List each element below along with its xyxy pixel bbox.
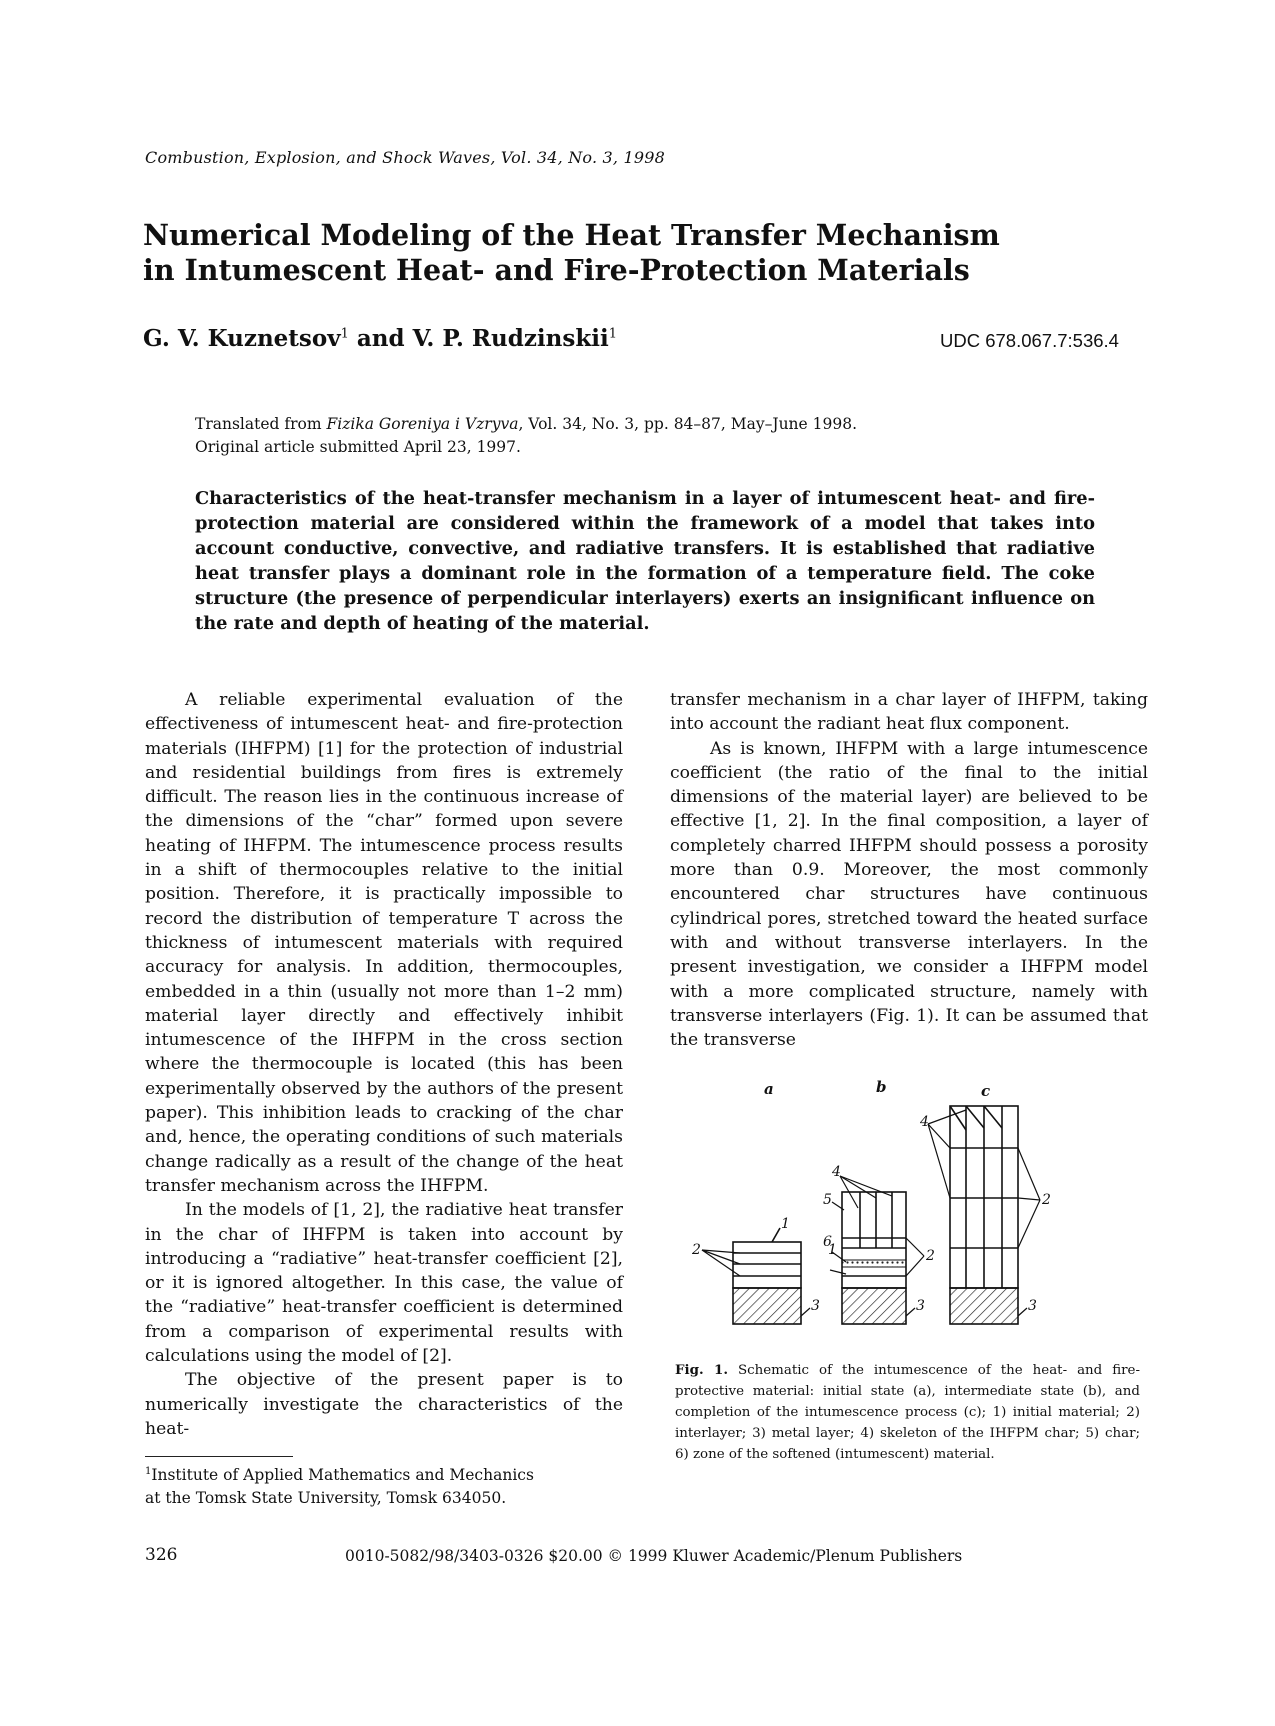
authors [143,325,617,352]
callout-3: 3 [1028,1298,1037,1314]
translation-source [195,413,857,436]
author-1: G. V. Kuznetsov [143,325,341,352]
callout-2: 2 [692,1242,701,1258]
callout-6: 6 [823,1234,832,1250]
source-journal: Fizika Goreniya i Vzryva [326,415,519,433]
figure-caption-label: Fig. 1. [675,1362,728,1378]
callout-5: 5 [823,1192,832,1208]
panel-label-b: b [876,1080,887,1096]
callout-4: 4 [832,1164,841,1180]
panel-a-diagram [702,1228,810,1324]
paragraph: transfer mechanism in a char layer of IHFPM, taking into account the radiant heat flux component. [670,690,1148,735]
callout-4: 4 [920,1114,929,1130]
author-1-affiliation-mark: 1 [340,326,349,342]
footnote-rule [145,1456,293,1457]
authors-conjunction: and [348,325,413,352]
footnote-line-1 [145,1460,625,1487]
callout-2: 2 [1042,1192,1051,1208]
paper-title-line-1: Numerical Modeling of the Heat Transfer Mechanism [143,218,1000,252]
body-column-left [145,688,623,1441]
footnote [145,1460,625,1510]
author-2-affiliation-mark: 1 [608,326,618,342]
author-2: V. P. Rudzinskii [412,325,609,352]
intumescence-schematic [680,1080,1120,1350]
callout-1: 1 [828,1242,837,1258]
journal-header: Combustion, Explosion, and Shock Waves, Vol. 34, No. 3, 1998 [145,148,666,167]
translation-prefix: Translated from [195,415,327,433]
paper-title-line-2: in Intumescent Heat- and Fire-Protection Materials [143,253,970,287]
figure-1 [680,1080,1120,1354]
abstract: Characteristics of the heat-transfer mechanism in a layer of intumescent heat- and fire-protection material are considered within the framework of a model that takes into account conductive, convective, and radiative transfers. It is established that radiative heat transfer plays a dominant role in the formation of a temperature field. The coke structure (the presence of perpendicular interlayers) exerts an insignificant influence on the rate and depth of heating of the material. [195,488,1095,634]
page-number: 326 [145,1545,178,1565]
body-column-right [670,688,1148,1052]
submission-date: Original article submitted April 23, 1997. [195,438,521,456]
figure-caption [675,1360,1140,1465]
panel-b-diagram [830,1176,924,1324]
panel-label-c: c [981,1082,991,1100]
callout-2: 2 [926,1248,935,1264]
callout-1: 1 [781,1216,790,1232]
translation-suffix: , Vol. 34, No. 3, pp. 84–87, May–June 1998. [518,415,858,433]
figure-caption-text: Schematic of the intumescence of the heat- and fire-protective material: initial state (a), intermediate state (b), and completion of the intumescence process (c); 1) initial material; 2) interlayer; 3) metal layer; 4) skeleton of the IHFPM char; 5) char; 6) zone of the softened (intumescent) material. [675,1363,1140,1462]
paragraph: A reliable experimental evaluation of the effectiveness of intumescent heat- and fire-protection materials (IHFPM) [1] for the protection of industrial and residential buildings from fires is extremely difficult. The reason lies in the continuous increase of the dimensions of the “char” formed upon severe heating of IHFPM. The intumescence process results in a shift of thermocouples relative to the initial position. Therefore, it is practically impossible to record the distribution of temperature T across the thickness of intumescent materials with required accuracy for analysis. In addition, thermocouples, embedded in a thin (usually not more than 1–2 mm) material layer directly and effectively inhibit intumescence of the IHFPM in the cross section where the thermocouple is located (this has been experimentally observed by the authors of the present paper). This inhibition leads to cracking of the char and, hence, the operating conditions of such materials change radically as a result of the change of the heat transfer mechanism across the IHFPM. [145,690,623,1196]
paper-title [143,218,1043,288]
paragraph: As is known, IHFPM with a large intumescence coefficient (the ratio of the final to the initial dimensions of the material layer) are believed to be effective [1, 2]. In the final composition, a layer of completely charred IHFPM should possess a porosity more than 0.9. Moreover, the most commonly encountered char structures have continuous cylindrical pores, stretched toward the heated surface with and without transverse interlayers. In the present investigation, we consider a IHFPM model with a more complicated structure, namely with transverse interlayers (Fig. 1). It can be assumed that the transverse [670,738,1148,1051]
callout-3: 3 [811,1298,820,1314]
paragraph: In the models of [1, 2], the radiative heat transfer in the char of IHFPM is taken into account by introducing a “radiative” heat-transfer coefficient [2], or it is ignored altogether. In this case, the value of the “radiative” heat-transfer coefficient is determined from a comparison of experimental results with calculations using the model of [2]. [145,1200,623,1367]
paragraph: The objective of the present paper is to numerically investigate the characteristics of the heat- [145,1370,623,1439]
translation-note [195,413,857,459]
copyright-line: 0010-5082/98/3403-0326 $20.00 © 1999 Kluwer Academic/Plenum Publishers [345,1547,963,1565]
panel-label-a: a [764,1080,774,1098]
callout-3: 3 [916,1298,925,1314]
footnote-line-2: at the Tomsk State University, Tomsk 634050. [145,1489,507,1508]
panel-c-diagram [928,1106,1040,1324]
footnote-mark: 1 [145,1466,152,1477]
udc-code: UDC 678.067.7:536.4 [940,330,1119,351]
footnote-affiliation: Institute of Applied Mathematics and Mechanics [151,1466,534,1485]
